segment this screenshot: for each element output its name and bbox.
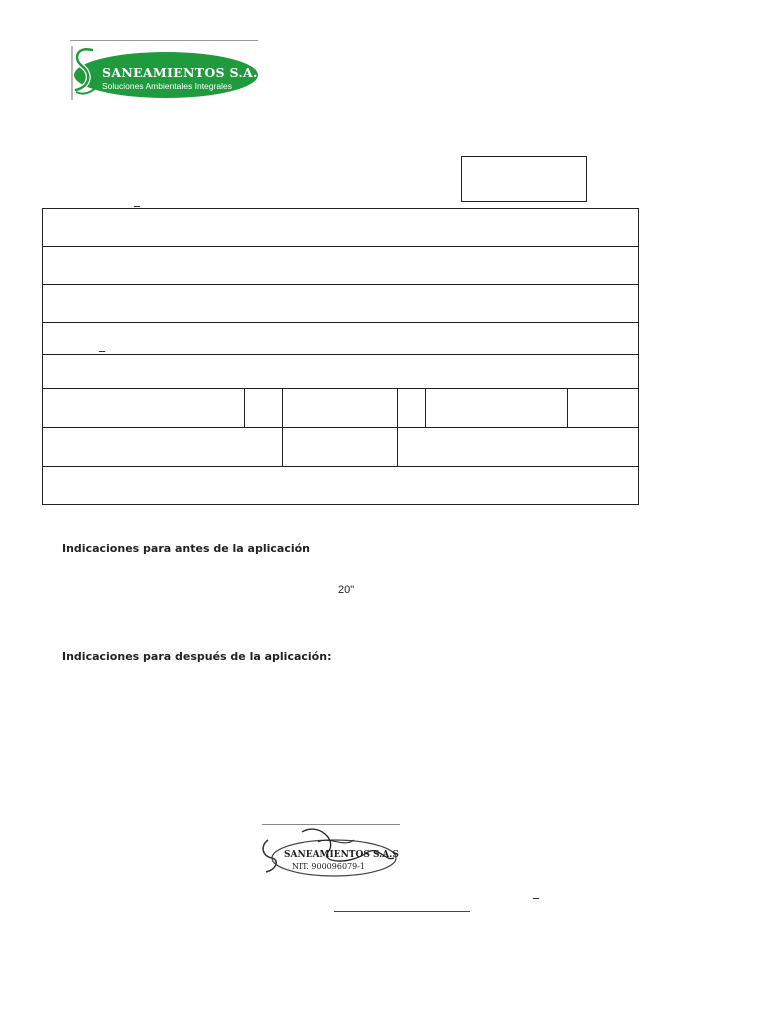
- table-col-divider: [282, 427, 283, 466]
- document-code-box[interactable]: [461, 156, 587, 202]
- table-col-divider: [397, 427, 398, 466]
- table-col-divider: [567, 388, 568, 427]
- form-dash-marker: _: [134, 193, 140, 207]
- logo-divider: [70, 40, 258, 41]
- company-stamp-signature: [258, 822, 400, 882]
- table-col-divider: [244, 388, 245, 427]
- table-row-divider: [43, 354, 638, 355]
- table-row-divider: [43, 322, 638, 323]
- table-row-divider: [43, 388, 638, 389]
- form-dash-marker: _: [99, 338, 105, 352]
- before-application-heading: Indicaciones para antes de la aplicación: [62, 542, 310, 555]
- table-col-divider: [282, 388, 283, 427]
- logo-leaf-icon: [70, 44, 104, 100]
- table-col-divider: [425, 388, 426, 427]
- stamp-name-text: SANEAMIENTOS S.A.S: [284, 850, 399, 860]
- wait-time-text: 20": [338, 584, 355, 596]
- company-logo: [70, 40, 267, 102]
- after-application-heading: Indicaciones para después de la aplicación:: [62, 650, 332, 663]
- table-row-divider: [43, 466, 638, 467]
- email-link[interactable]: [334, 911, 470, 912]
- stamp-nit-text: NIT. 900096079-1: [292, 862, 366, 871]
- table-row-divider: [43, 427, 638, 428]
- signature-dash-marker: _: [533, 885, 539, 899]
- table-row-divider: [43, 284, 638, 285]
- stamp-image: [258, 822, 400, 882]
- table-col-divider: [397, 388, 398, 427]
- logo-company-name: SANEAMIENTOS S.A.S: [102, 65, 267, 80]
- table-row-divider: [43, 246, 638, 247]
- logo-tagline: Soluciones Ambientales Integrales: [102, 81, 232, 91]
- service-form-table: [42, 208, 639, 505]
